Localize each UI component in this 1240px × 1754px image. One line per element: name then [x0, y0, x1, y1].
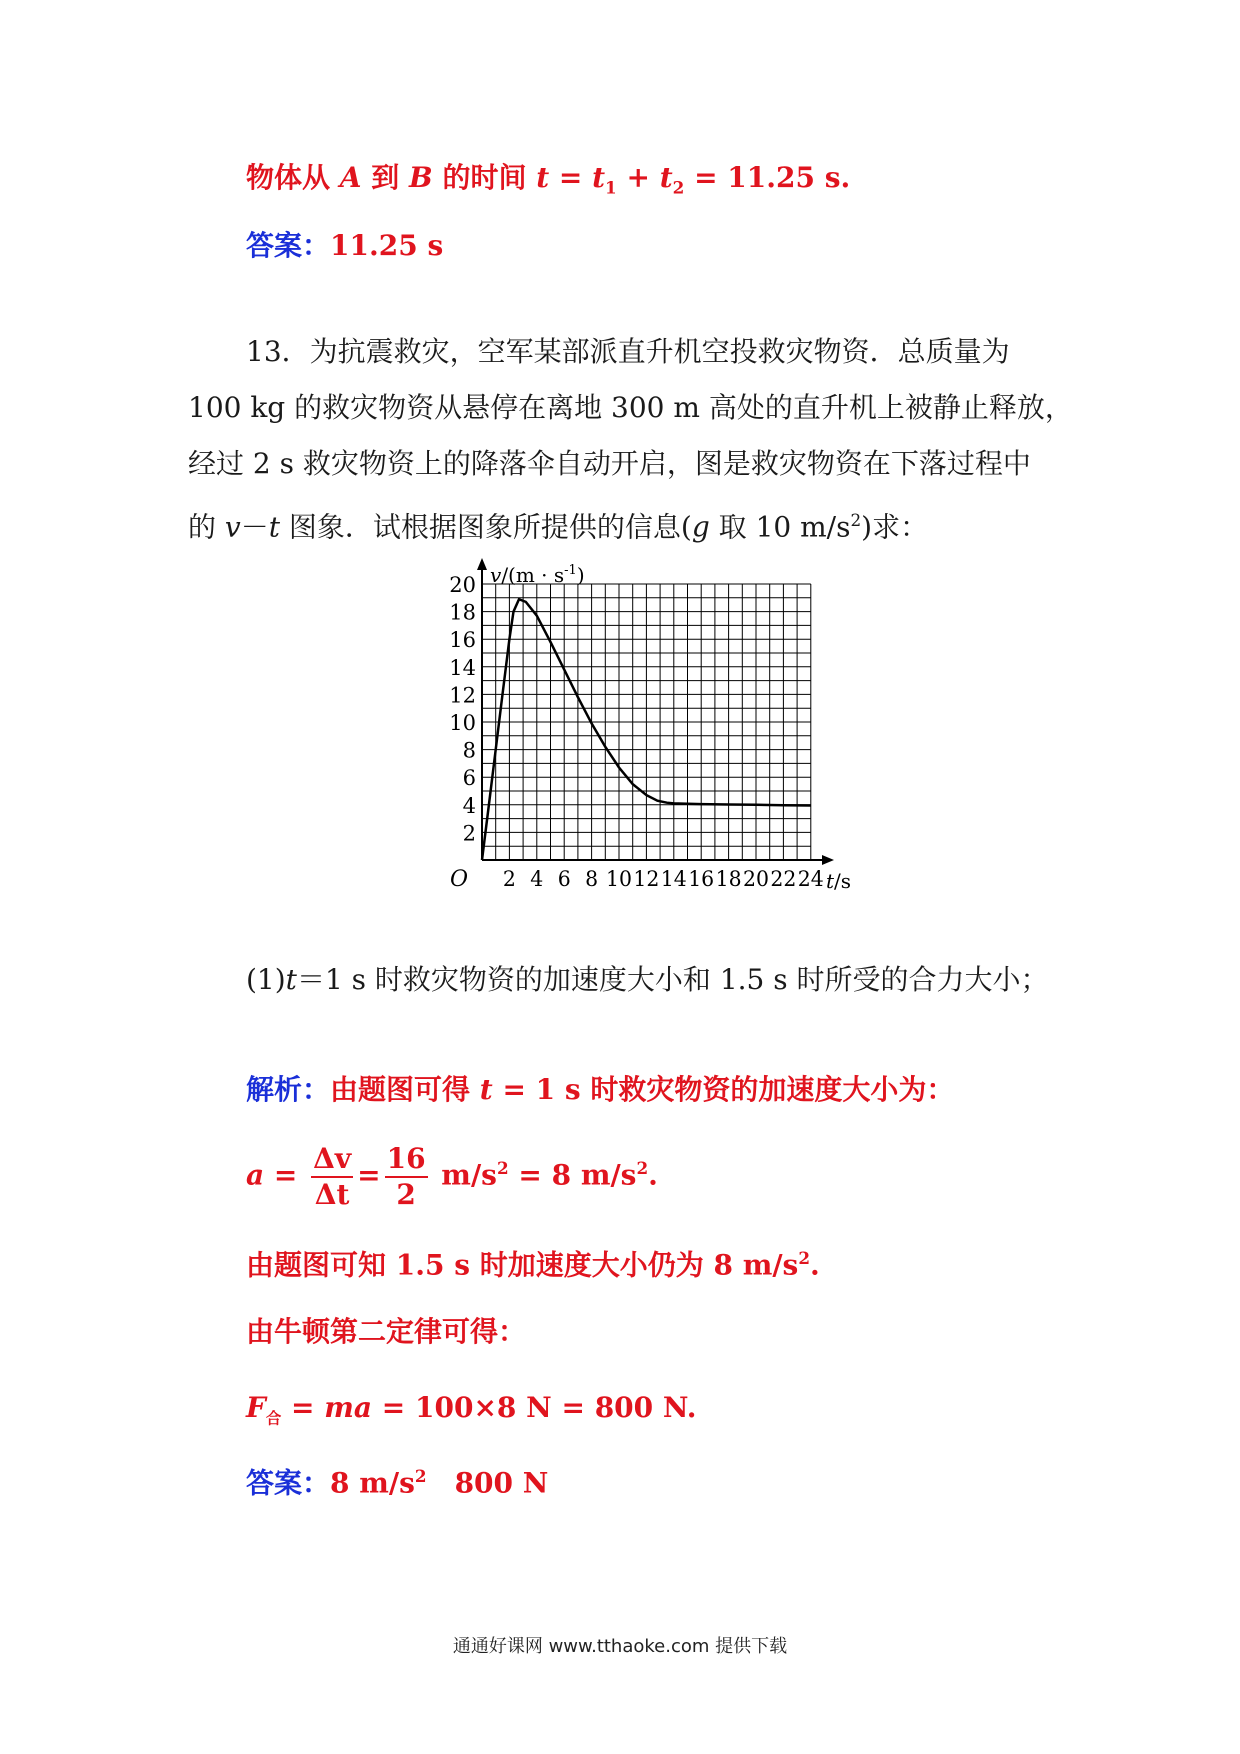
y-tick-label: 12: [449, 683, 476, 708]
var-a: a: [246, 1158, 265, 1192]
equals: =: [264, 1158, 308, 1192]
plus: +: [616, 161, 660, 194]
force-equation: [246, 1388, 696, 1439]
y-label-exp: -1: [564, 563, 577, 578]
prev-answer: [246, 226, 443, 266]
y-label-close: ): [576, 563, 585, 587]
q-number: (1): [246, 963, 286, 996]
point-a: A: [339, 161, 362, 194]
x-axis-label: [826, 869, 851, 893]
x-tick-label: 6: [557, 867, 571, 891]
problem-line-1: 13．为抗震救灾，空军某部派直升机空投救灾物资．总质量为: [246, 335, 1010, 368]
point-b: B: [409, 161, 433, 194]
problem-line-2: 100 kg 的救灾物资从悬停在离地 300 m 高处的直升机上被静止释放，: [188, 391, 1073, 424]
text-d: )求：: [861, 510, 929, 544]
fraction-16-2: [385, 1142, 428, 1212]
text-b: = 1 s 时救灾物资的加速度大小为：: [492, 1073, 955, 1106]
text-prefix: 物体从: [246, 161, 331, 194]
result: = 8 m/s: [508, 1158, 637, 1192]
graph-grid: [482, 584, 811, 860]
period: .: [648, 1158, 658, 1192]
y-tick-label: 2: [462, 821, 476, 846]
equals: =: [281, 1391, 325, 1424]
sup-2: 2: [496, 1158, 509, 1178]
part1-question: [246, 960, 1049, 1000]
var-t: t: [268, 510, 281, 544]
acceleration-equation: [246, 1132, 658, 1212]
vt-graph: [448, 556, 868, 896]
numerator-16: 16: [385, 1142, 428, 1178]
y-tick-label: 16: [449, 628, 476, 653]
sub-1: 1: [605, 177, 617, 198]
solution-line-3: [246, 1238, 820, 1285]
answer-label: 答案：: [246, 229, 331, 262]
y-axis-label: [490, 563, 585, 587]
problem-line-3: 经过 2 s 救灾物资上的降落伞自动开启，图是救灾物资在下落过程中: [188, 447, 1031, 480]
answer-value-a: 8 m/s: [330, 1466, 415, 1500]
x-tick-label: 14: [660, 867, 687, 891]
x-tick-label: 10: [606, 867, 632, 891]
sup-2: 2: [636, 1158, 649, 1178]
x-tick-label: 4: [530, 867, 544, 891]
sub-2: 2: [672, 177, 685, 198]
var-t1: t: [592, 161, 606, 194]
denominator-dt: Δt: [314, 1177, 350, 1211]
sub-he: 合: [265, 1409, 282, 1428]
x-tick-label: 2: [502, 867, 516, 891]
var-t: t: [536, 161, 550, 194]
var-v: v: [224, 510, 241, 544]
unit: m/s: [431, 1158, 497, 1192]
problem-line-4: [188, 500, 928, 547]
text-a: 由题图可知 1.5 s 时加速度大小仍为 8 m/s: [246, 1248, 799, 1282]
y-tick-label: 20: [449, 573, 476, 597]
answer-value: 11.25 s: [330, 229, 444, 262]
sup-2: 2: [414, 1466, 427, 1486]
y-tick-label: 14: [449, 655, 476, 680]
numerator-dv: Δv: [311, 1142, 353, 1178]
answer-value-b: 800 N: [426, 1466, 549, 1500]
y-tick-label: 8: [462, 738, 476, 763]
y-tick-label: 10: [449, 711, 476, 735]
text-a: 的: [188, 510, 225, 544]
x-tick-label: 24: [797, 867, 824, 891]
var-t2: t: [659, 161, 673, 194]
text-c: 取 10 m/s: [709, 510, 851, 544]
sup-2: 2: [798, 1248, 811, 1268]
x-tick-label: 12: [633, 867, 660, 891]
text-b: 图象．试根据图象所提供的信息(: [280, 510, 692, 544]
x-tick-label: 16: [688, 867, 715, 891]
dash: －: [240, 510, 269, 544]
x-tick-label: 18: [715, 867, 742, 891]
y-tick-label: 4: [462, 793, 476, 818]
x-tick-label: 8: [585, 867, 599, 891]
y-tick-label: 18: [449, 600, 476, 625]
text-a: 由题图可得: [330, 1073, 480, 1106]
x-tick-label: 20: [743, 867, 769, 891]
sup-2: 2: [850, 510, 862, 530]
denominator-2: 2: [396, 1177, 416, 1211]
fraction-dv-dt: [311, 1142, 353, 1212]
x-tick-labels: [503, 867, 824, 891]
equals: =: [549, 161, 593, 194]
text-suffix: 的时间: [442, 161, 527, 194]
y-tick-label: 6: [462, 766, 476, 791]
footer: 通通好课网 www.tthaoke.com 提供下载: [452, 1636, 788, 1657]
var-f: F: [246, 1391, 266, 1424]
var-g: g: [691, 510, 710, 544]
x-axis-arrow: [822, 855, 834, 865]
solution-line-1: [246, 1070, 954, 1110]
y-axis-arrow: [477, 558, 487, 570]
origin-label: O: [450, 867, 469, 892]
y-label-var: v: [490, 563, 502, 587]
x-label-var: t: [826, 869, 835, 893]
q-text: ＝1 s 时救灾物资的加速度大小和 1.5 s 时所受的合力大小；: [296, 963, 1049, 996]
result: = 11.25 s.: [684, 161, 851, 194]
period: .: [810, 1248, 820, 1282]
prev-solution-time-line: [246, 158, 850, 208]
y-label-unit: /(m · s: [501, 563, 565, 587]
var-ma: ma: [324, 1391, 373, 1424]
solution-line-4: 由牛顿第二定律可得：: [246, 1315, 527, 1348]
result: = 100×8 N = 800 N.: [372, 1391, 697, 1424]
equals: =: [357, 1158, 381, 1192]
x-tick-label: 22: [770, 867, 797, 891]
answer-2: [246, 1456, 548, 1503]
solution-label: 解析：: [246, 1073, 331, 1106]
text-mid: 到: [371, 161, 400, 194]
answer-label: 答案：: [246, 1466, 331, 1500]
y-tick-labels: [449, 573, 476, 845]
x-label-unit: /s: [834, 869, 852, 893]
var-t: t: [479, 1073, 493, 1106]
var-t: t: [285, 963, 297, 996]
